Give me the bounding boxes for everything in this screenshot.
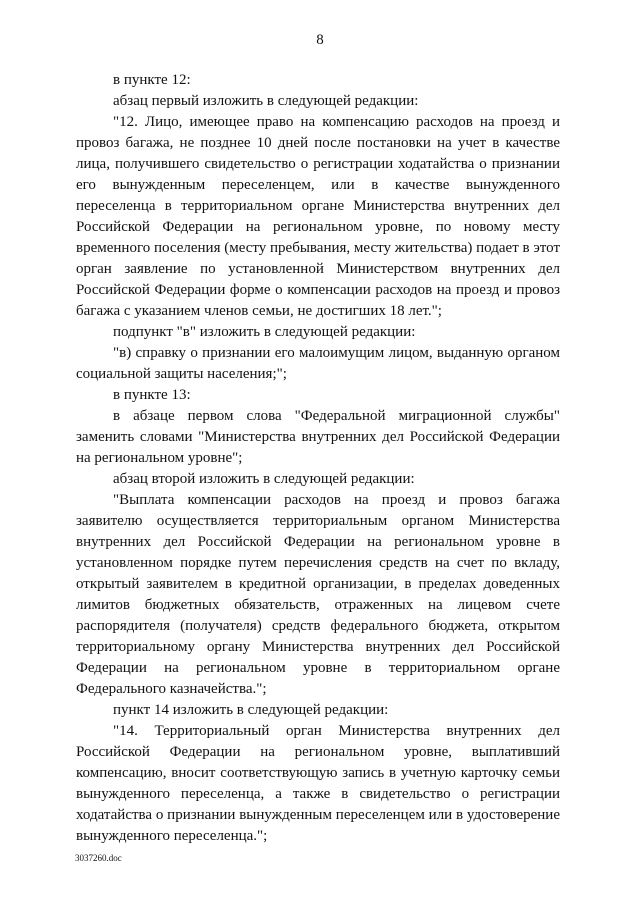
page-number: 8 bbox=[316, 32, 324, 48]
text-line: распорядителя (получателя) средств федерального бюджета, открытом bbox=[76, 618, 560, 634]
text-line: "в) справку о признании его малоимущим лицом, выданную органом bbox=[113, 345, 560, 361]
text-line: вынужденного переселенца, а также в свидетельство о регистрации bbox=[76, 786, 560, 802]
text-line: абзац второй изложить в следующей редакции: bbox=[113, 471, 415, 487]
text-line: в абзаце первом слова "Федеральной миграционной службы" bbox=[113, 408, 560, 424]
text-line: багажа с указанием членов семьи, не достигших 18 лет."; bbox=[76, 303, 442, 319]
text-line: Федерации на региональном уровне в территориальном органе bbox=[76, 660, 560, 676]
text-line: подпункт "в" изложить в следующей редакции: bbox=[113, 324, 416, 340]
text-line: в пункте 13: bbox=[113, 387, 191, 403]
text-line: лимитов бюджетных обязательств, отраженных на лицевом счете bbox=[76, 597, 560, 613]
text-line: Российской Федерации форме о компенсации расходов на проезд и провоз bbox=[76, 282, 560, 298]
text-line: лица, получившего свидетельство о регистрации ходатайства о признании bbox=[76, 156, 560, 172]
text-line: ходатайства о признании вынужденным переселенцем или в удостоверение bbox=[76, 807, 560, 823]
text-line: вынужденного переселенца."; bbox=[76, 828, 268, 844]
text-line: "12. Лицо, имеющее право на компенсацию расходов на проезд и bbox=[113, 114, 560, 130]
text-line: абзац первый изложить в следующей редакции: bbox=[113, 93, 419, 109]
text-line: открытый заявителем в кредитной организации, в пределах доведенных bbox=[76, 576, 560, 592]
text-line: орган заявление по установленной Министерством внутренних дел bbox=[76, 261, 560, 277]
text-line: в пункте 12: bbox=[113, 72, 191, 88]
text-line: Российской Федерации на региональном уровне, выплативший bbox=[76, 744, 560, 760]
text-line: Российской Федерации на региональном уровне, по новому месту bbox=[76, 219, 560, 235]
text-line: "Выплата компенсации расходов на проезд и провоз багажа bbox=[113, 492, 560, 508]
text-line: его вынужденным переселенцем, или в качестве вынужденного bbox=[76, 177, 560, 193]
text-line: заменить словами "Министерства внутренних дел Российской Федерации bbox=[76, 429, 560, 445]
text-line: Федерального казначейства."; bbox=[76, 681, 267, 697]
text-line: "14. Территориальный орган Министерства внутренних дел bbox=[113, 723, 560, 739]
text-line: компенсацию, вносит соответствующую запись в учетную карточку семьи bbox=[76, 765, 560, 781]
text-line: территориальному органу Министерства внутренних дел Российской bbox=[76, 639, 560, 655]
text-line: внутренних дел Российской Федерации на региональном уровне в bbox=[76, 534, 560, 550]
text-line: заявителю осуществляется территориальным органом Министерства bbox=[76, 513, 560, 529]
text-line: пункт 14 изложить в следующей редакции: bbox=[113, 702, 389, 718]
text-line: установленном порядке путем перечисления средств на счет по вкладу, bbox=[76, 555, 560, 571]
footer-filename: 3037260.doc bbox=[75, 853, 122, 863]
text-line: переселенца в территориальном органе Министерства внутренних дел bbox=[76, 198, 560, 214]
text-line: временного поселения (месту пребывания, месту жительства) подает в этот bbox=[76, 240, 560, 256]
text-line: на региональном уровне"; bbox=[76, 450, 243, 466]
text-line: социальной защиты населения;"; bbox=[76, 366, 287, 382]
text-line: провоз багажа, не позднее 10 дней после постановки на учет в качестве bbox=[76, 135, 560, 151]
